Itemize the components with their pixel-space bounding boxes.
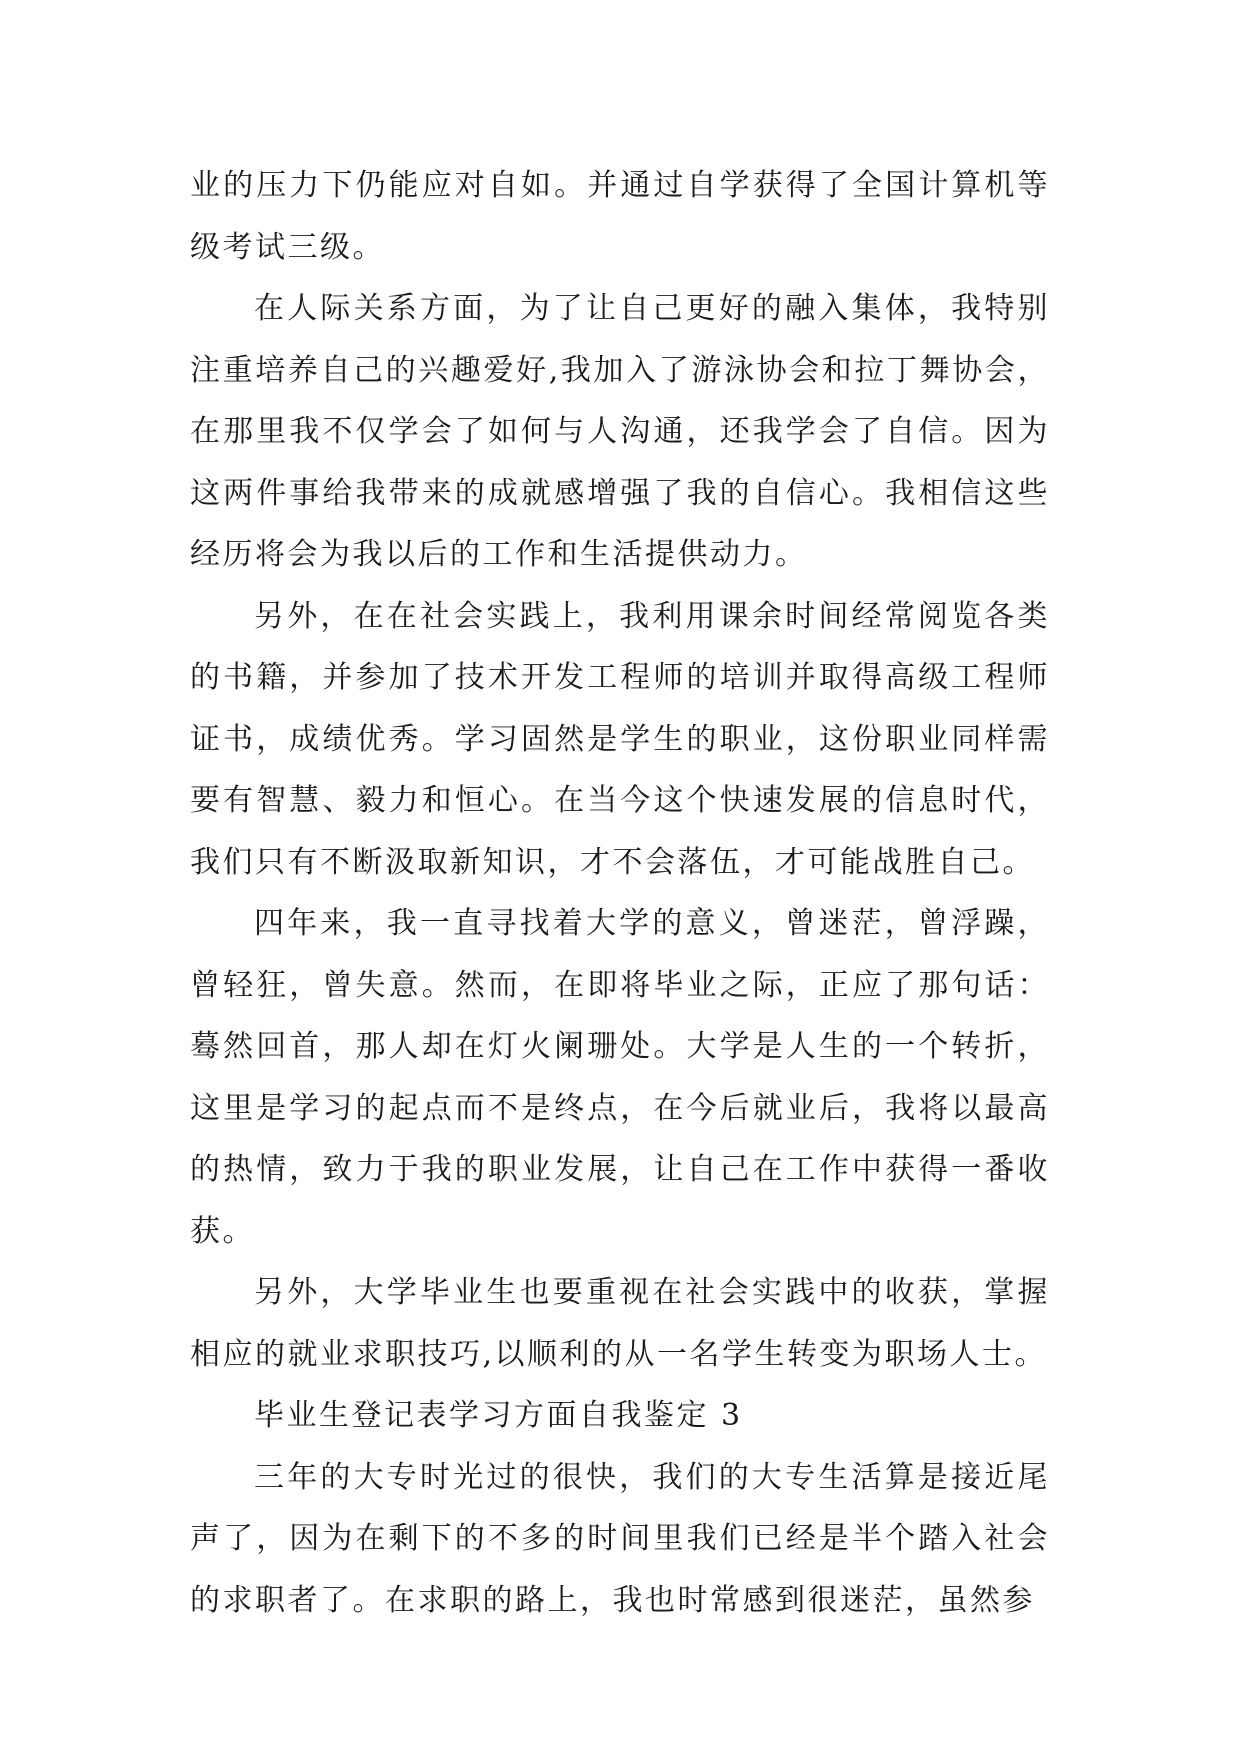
paragraph-four-years: 四年来，我一直寻找着大学的意义，曾迷茫，曾浮躁，曾轻狂，曾失意。然而，在即将毕业之际，正应了那句话：蓦然回首，那人却在灯火阑珊处。大学是人生的一个转折，这里是学习的起点而不是终点，在今后就业后，我将以最高的热情，致力于我的职业发展，让自己在工作中获得一番收获。	[190, 906, 1050, 1249]
paragraph-social-practice: 另外，在在社会实践上，我利用课余时间经常阅览各类的书籍，并参加了技术开发工程师的培训并取得高级工程师证书，成绩优秀。学习固然是学生的职业，这份职业同样需要有智慧、毅力和恒心。在当今这个快速发展的信息时代，我们只有不断汲取新知识，才不会落伍，才可能战胜自己。	[190, 598, 1050, 880]
paragraph-continuation: 业的压力下仍能应对自如。并通过自学获得了全国计算机等级考试三级。	[190, 168, 1050, 265]
section-heading: 毕业生登记表学习方面自我鉴定 3	[254, 1398, 743, 1433]
paragraph-interpersonal: 在人际关系方面，为了让自己更好的融入集体，我特别注重培养自己的兴趣爱好,我加入了游泳协会和拉丁舞协会，在那里我不仅学会了如何与人沟通，还我学会了自信。因为这两件事给我带来的成就感增强了我的自信心。我相信这些经历将会为我以后的工作和生活提供动力。	[190, 291, 1050, 572]
paragraph-three-years: 三年的大专时光过的很快，我们的大专生活算是接近尾声了，因为在剩下的不多的时间里我们已经是半个踏入社会的求职者了。在求职的路上，我也时常感到很迷茫，虽然参	[190, 1459, 1050, 1618]
document-body	[190, 155, 1050, 1631]
paragraph-graduate-advice: 另外，大学毕业生也要重视在社会实践中的收获，掌握相应的就业求职技巧,以顺利的从一名学生转变为职场人士。	[190, 1275, 1050, 1372]
